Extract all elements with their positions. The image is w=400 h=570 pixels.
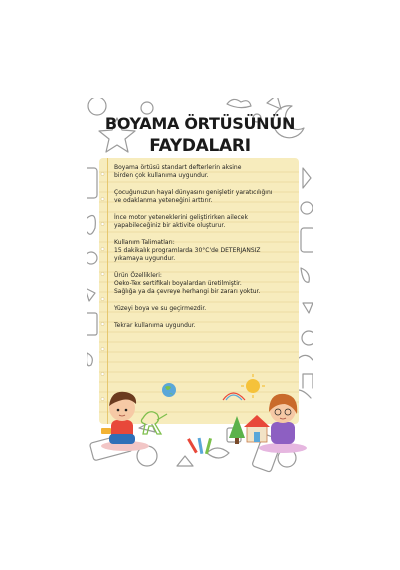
paragraph-imagination: Çocuğunuzun hayal dünyasını genişletir yaratıcılığını ve odaklanma yeteneğini arttırır. bbox=[114, 189, 273, 204]
page-title-line2: FAYDALARI bbox=[149, 136, 251, 156]
benefits-text bbox=[114, 164, 294, 339]
tree bbox=[229, 416, 245, 444]
house bbox=[244, 415, 270, 442]
paragraph-product-features: Ürün Özellikleri: Oeko-Tex sertifikalı boyalardan üretilmiştir. Sağlığa ya da çevreye herhangi bir zararı yoktur. bbox=[114, 272, 261, 295]
sun bbox=[241, 374, 265, 398]
paragraph-multi-use: Boyama örtüsü standart defterlerin aksine birden çok kullanıma uygundur. bbox=[114, 164, 242, 179]
kids-illustration bbox=[87, 368, 313, 475]
paragraph-waterproof: Yüzeyi boya ve su geçirmezdir. bbox=[114, 305, 207, 312]
girl-painting bbox=[259, 394, 307, 453]
paragraph-usage-instructions: Kullanım Talimatları: 15 dakikalık programlarda 30°C'de DETERJANSIZ yıkamaya uygundur. bbox=[114, 239, 261, 262]
page-title-line1: BOYAMA ÖRTÜSÜNÜN bbox=[104, 114, 296, 133]
dinosaur-drawing bbox=[141, 412, 167, 434]
globe bbox=[162, 383, 176, 397]
paragraph-reusable: Tekrar kullanıma uygundur. bbox=[114, 322, 196, 329]
pencils bbox=[187, 438, 212, 454]
coloring-mat-poster bbox=[87, 98, 313, 475]
paragraph-motor-skills: İnce motor yeteneklerini geliştirirken ailecek yapabileceğiniz bir aktivite oluşturur. bbox=[114, 214, 248, 229]
